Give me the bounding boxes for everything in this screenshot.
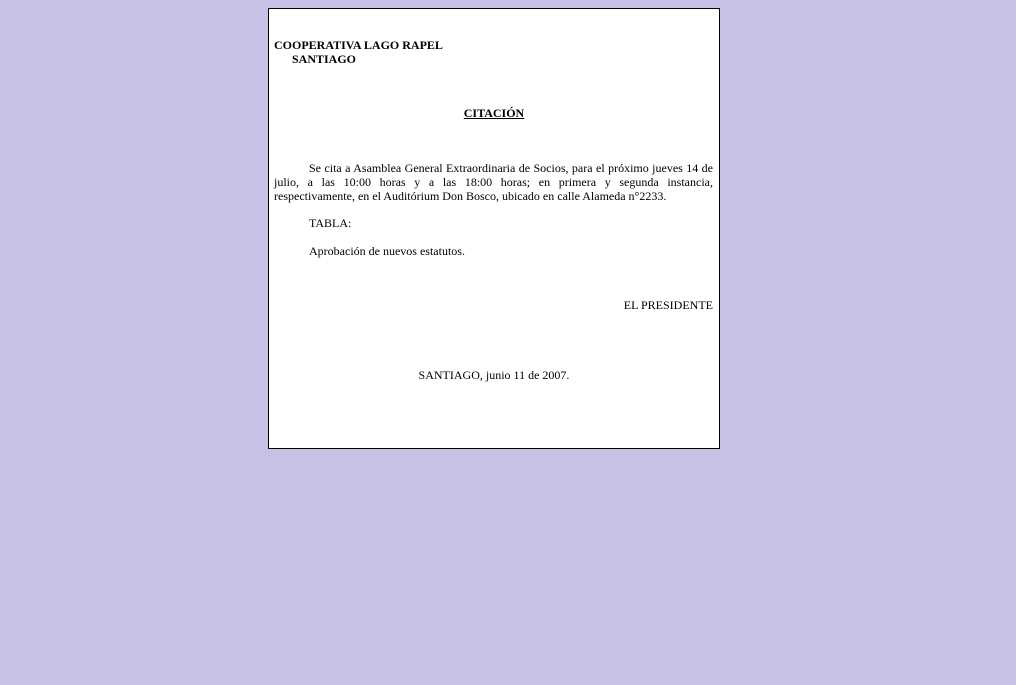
organization-city: SANTIAGO [292, 52, 357, 66]
agenda-item: Aprobación de nuevos estatutos. [309, 244, 465, 258]
agenda-label: TABLA: [309, 216, 352, 230]
organization-header [274, 38, 443, 66]
body-paragraph: Se cita a Asamblea General Extraordinaria de Socios, para el próximo jueves 14 de julio, a las 10:00 horas y a las 18:00 horas; en primera y segunda instancia, respectivamente, en el Auditórium Don Bosco, ubicado en calle Alameda n°2233. [274, 161, 713, 203]
organization-name: COOPERATIVA LAGO RAPEL [274, 38, 443, 52]
document-box [268, 8, 720, 449]
signature: EL PRESIDENTE [623, 298, 713, 312]
place-date: SANTIAGO, junio 11 de 2007. [418, 368, 570, 382]
document-title: CITACIÓN [463, 106, 525, 120]
